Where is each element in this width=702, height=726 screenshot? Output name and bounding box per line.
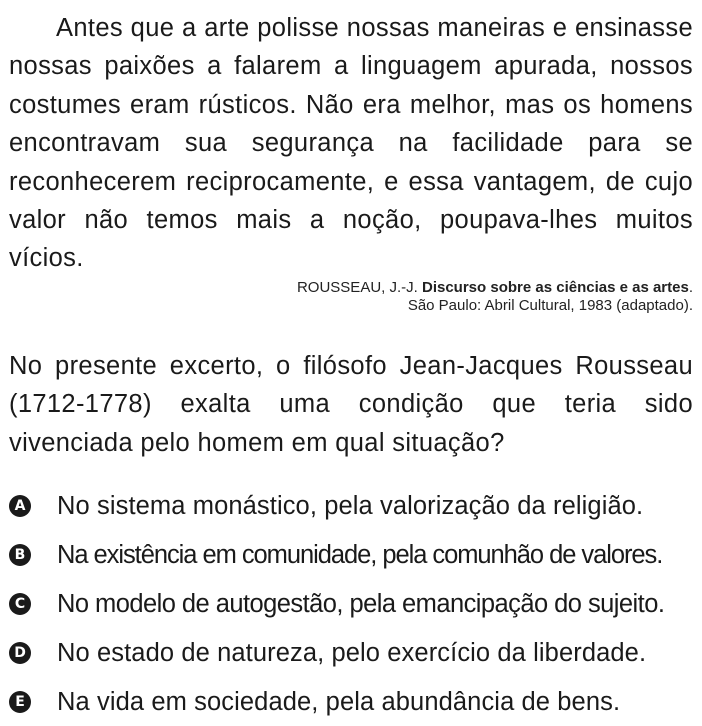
option-a-badge: A: [9, 495, 31, 517]
answer-options: [9, 481, 693, 726]
option-e[interactable]: [9, 677, 693, 726]
option-c-text: No modelo de autogestão, pela emancipação do sujeito.: [57, 589, 665, 618]
source-end-punct: .: [688, 278, 693, 296]
source-work-title: Discurso sobre as ciências e as artes: [422, 278, 689, 296]
source-publisher: São Paulo: Abril Cultural, 1983 (adaptado).: [407, 297, 693, 315]
option-b-badge: B: [9, 544, 31, 566]
option-b-text: Na existência em comunidade, pela comunhão de valores.: [57, 540, 663, 569]
option-a[interactable]: [9, 481, 693, 530]
option-c-badge: C: [9, 593, 31, 615]
source-author: ROUSSEAU, J.-J.: [296, 278, 422, 296]
passage-text: Antes que a arte polisse nossas maneiras e ensinasse nossas paixões a falarem a linguagem apurada, nossos costumes eram rústicos. Não era melhor, mas os homens encontravam sua segurança na facilidade para se reconhecerem reciprocamente, e essa vantagem, de cujo valor não temos mais a noção, poupava-lhes muitos vícios.: [9, 14, 693, 273]
option-a-text: No sistema monástico, pela valorização da religião.: [57, 491, 644, 520]
option-e-badge: E: [9, 691, 31, 713]
option-b[interactable]: [9, 530, 693, 579]
option-c[interactable]: [9, 579, 693, 628]
option-d-badge: D: [9, 642, 31, 664]
option-d[interactable]: [9, 628, 693, 677]
option-e-text: Na vida em sociedade, pela abundância de bens.: [57, 687, 621, 716]
question-text: No presente excerto, o filósofo Jean-Jacques Rousseau (1712-1778) exalta uma condição que teria sido vivenciada pelo homem em qual situação?: [9, 351, 693, 457]
option-d-text: No estado de natureza, pelo exercício da liberdade.: [57, 638, 647, 667]
question-page: [9, 0, 693, 726]
source-citation: [9, 279, 693, 316]
source-line-1: [9, 279, 693, 298]
